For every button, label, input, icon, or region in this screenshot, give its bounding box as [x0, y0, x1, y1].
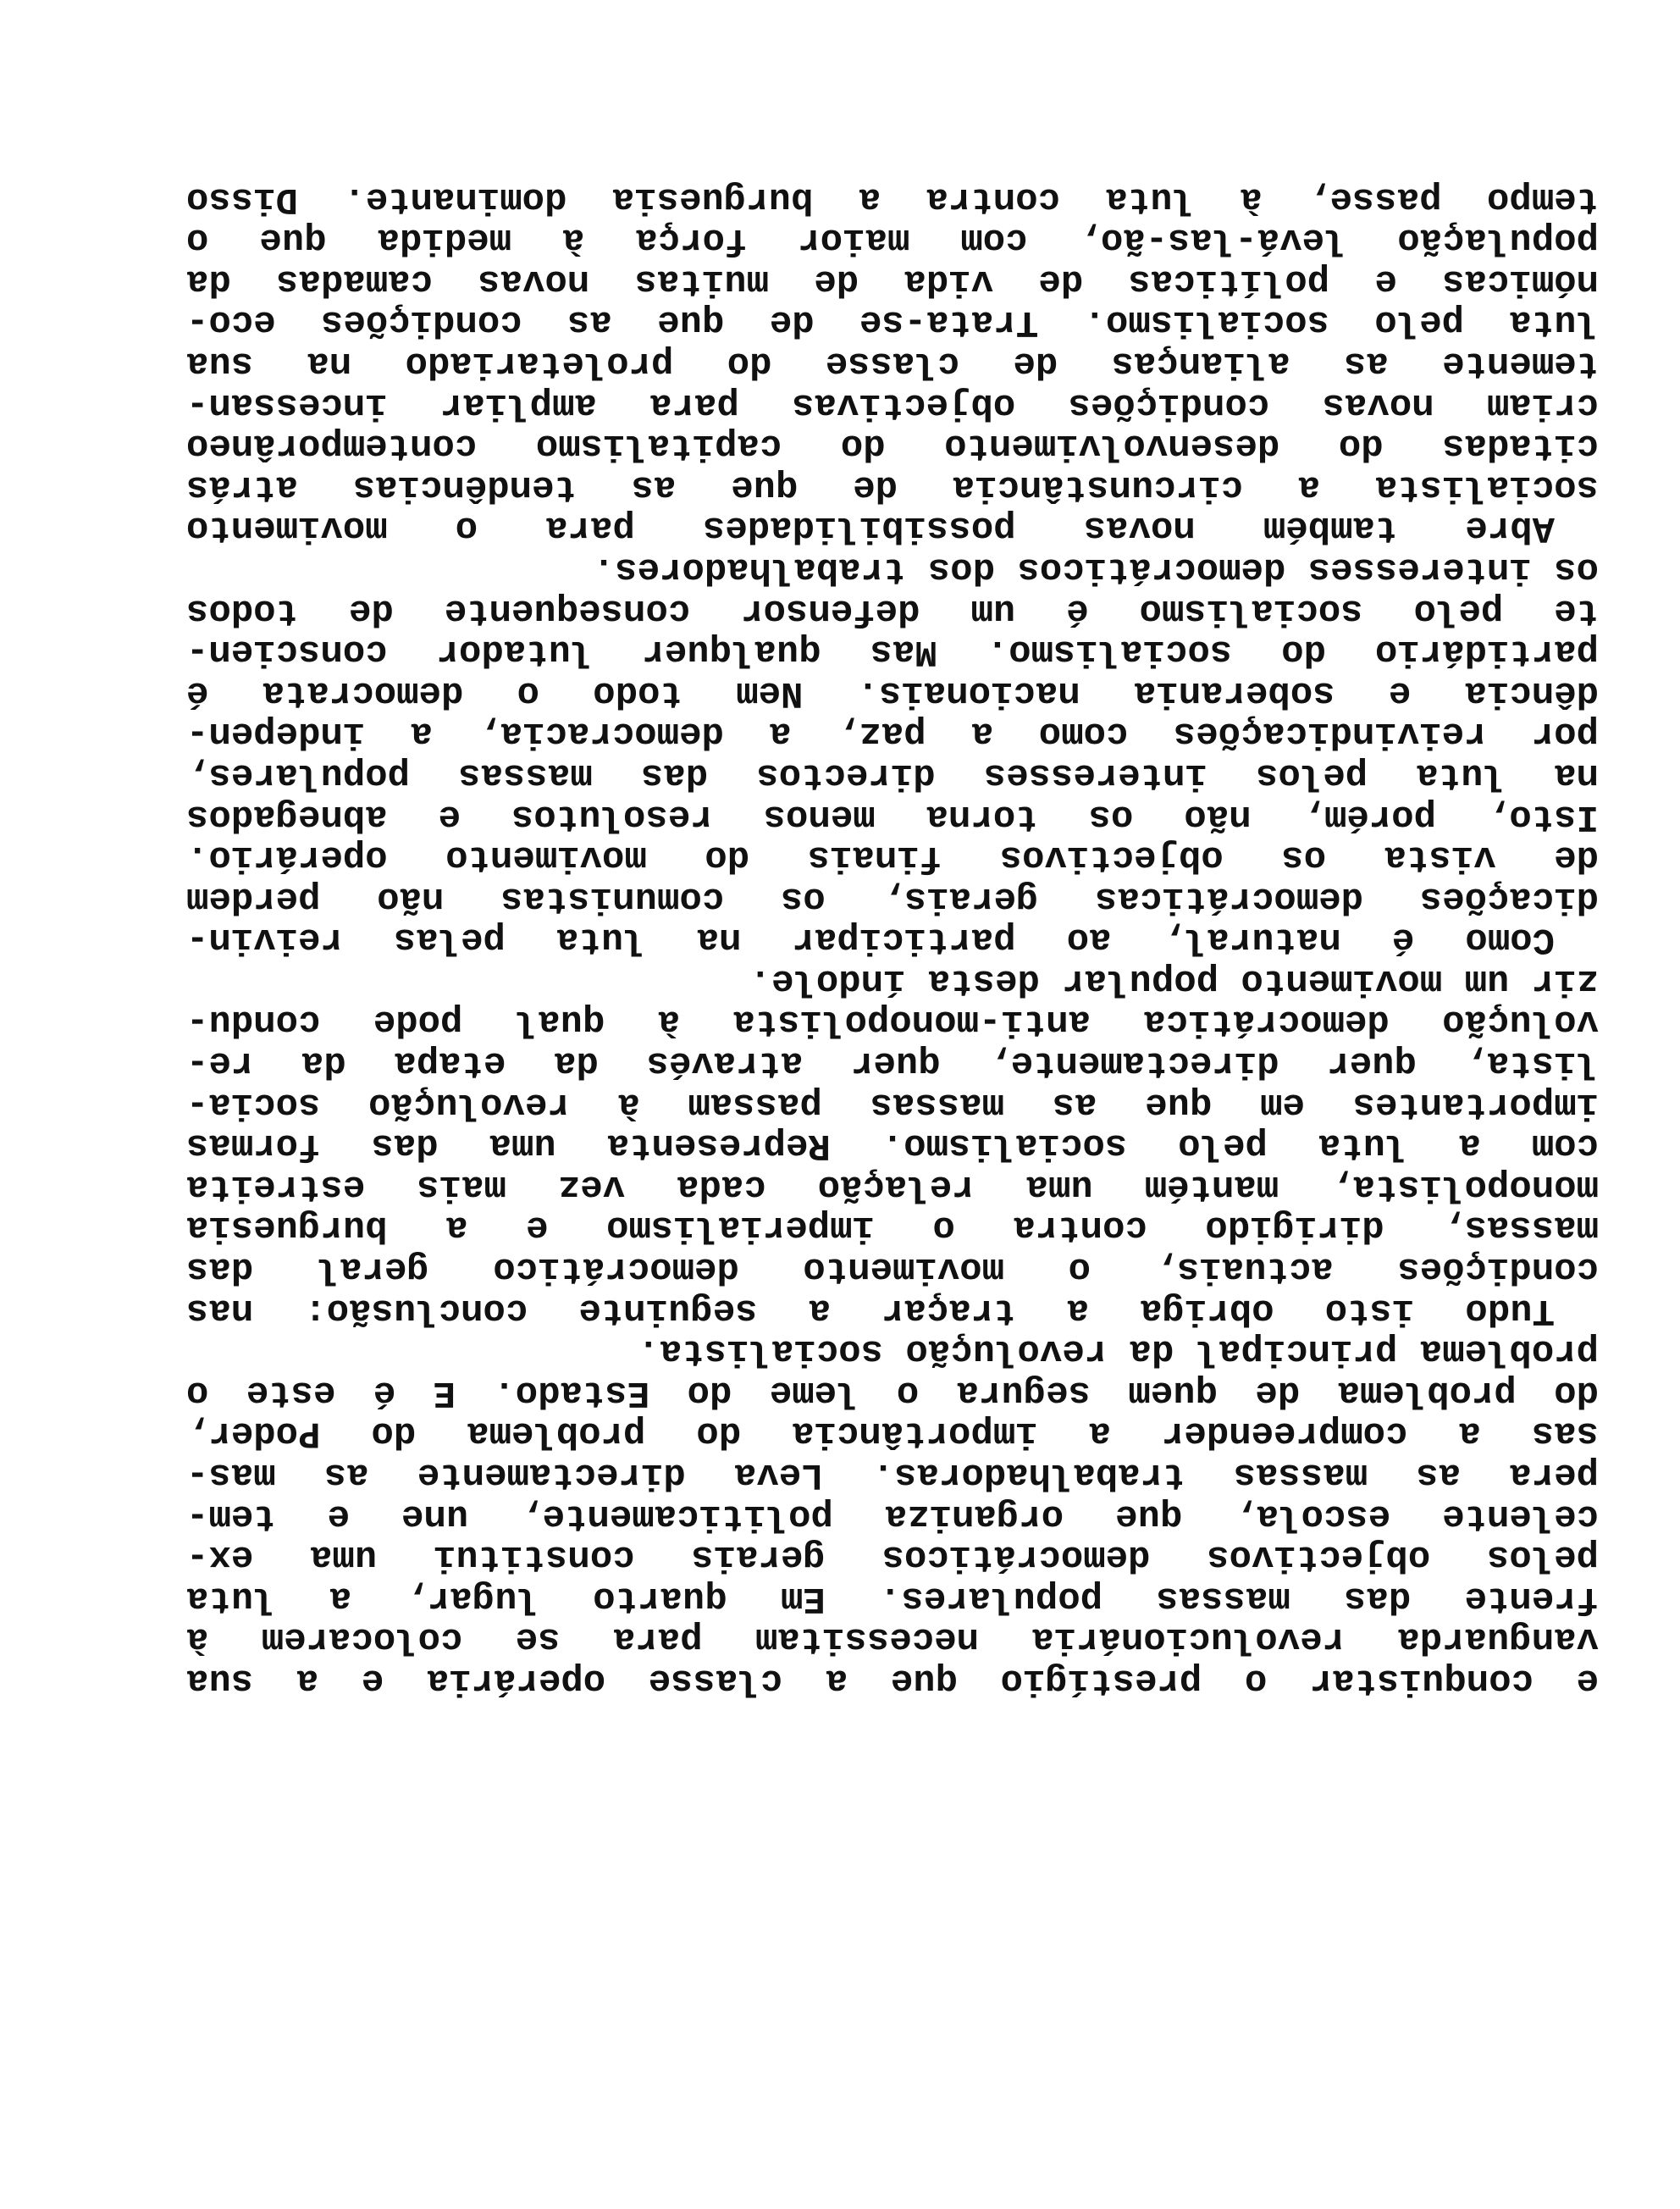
- text-line: os interesses democráticos dos trabalhadores.: [592, 547, 1599, 590]
- text-line: citadas do desenvolvimento do capitalismo contemporâneo: [186, 424, 1599, 468]
- text-line: população levá-las-ão, com maior força à medida que o: [186, 219, 1599, 262]
- text-line: lista, quer directamente, quer através da etapa da re-: [186, 1042, 1599, 1085]
- text-line: monopolista, mantém uma relação cada vez mais estreita: [186, 1165, 1599, 1208]
- text-line: socialista a circunstância de que as tendências atrás: [186, 465, 1599, 508]
- text-line: Isto, porém, não os torna menos resolutos e abnegados: [186, 794, 1599, 838]
- text-line: Abre também novas possibilidades para o movimento: [186, 507, 1555, 550]
- text-line: na luta pelos interesses directos das massas populares,: [186, 753, 1599, 796]
- text-line: te pelo socialismo é um defensor consequente de todos: [186, 589, 1599, 632]
- text-line: pera as massas trabalhadoras. Leva directamente as mas-: [186, 1453, 1599, 1497]
- text-line: frente das massas populares. Em quarto lugar, a luta: [186, 1576, 1599, 1619]
- typewritten-text-body: [186, 178, 1599, 1701]
- text-line: Como é natural, ao participar na luta pelas reivin-: [186, 918, 1555, 961]
- text-line: massas, dirigido contra o imperialismo e a burguesia: [186, 1206, 1599, 1249]
- text-line: pelos objectivos democráticos gerais constitui uma ex-: [186, 1536, 1599, 1579]
- text-line: zir um movimento popular desta índole.: [749, 959, 1599, 1002]
- text-line: nómicas e políticas de vida de muitas novas camadas da: [186, 259, 1599, 302]
- text-line: dência e soberania nacionais. Nem todo o democrata é: [186, 671, 1599, 714]
- text-line: celente escola, que organiza politicamente, une e tem-: [186, 1494, 1599, 1537]
- text-line: sas a compreender a importância do problema do Poder,: [186, 1412, 1599, 1455]
- text-line: dicações democráticas gerais, os comunistas não perdem: [186, 877, 1599, 920]
- text-line: partidário do socialismo. Mas qualquer lutador conscien-: [186, 630, 1599, 673]
- text-line: vanguarda revolucionária necessitam para se colocarem à: [186, 1618, 1599, 1661]
- text-line: importantes em que as massas passam à revolução socia-: [186, 1082, 1599, 1126]
- text-line: luta pelo socialismo. Trata-se de que as condições eco-: [186, 301, 1599, 344]
- text-line: tempo passe, à luta contra a burguesia dominante. Disso: [186, 177, 1599, 220]
- text-line: de vista os objectivos finais do movimento operário.: [186, 836, 1599, 879]
- text-line: problema principal da revolução socialista.: [637, 1330, 1599, 1373]
- text-line: por reivindicações como a paz, a democracia, a indepen-: [186, 712, 1599, 756]
- text-line: volução democrática anti-monopolista à qual pode condu-: [186, 1000, 1599, 1044]
- text-line: do problema de quem segura o leme do Estado. E é este o: [186, 1370, 1599, 1414]
- text-line: criam novas condições objectivas para ampliar incessan-: [186, 383, 1599, 426]
- text-line: condições actuais, o movimento democrático geral das: [186, 1248, 1599, 1291]
- text-line: com a luta pelo socialismo. Representa uma das formas: [186, 1124, 1599, 1167]
- text-line: e conquistar o prestígio que a classe operária e a sua: [186, 1659, 1599, 1702]
- text-line: temente as alianças de classe do proletariado na sua: [186, 342, 1599, 385]
- text-line: Tudo isto obriga a traçar a seguinte conclusão: nas: [186, 1288, 1555, 1331]
